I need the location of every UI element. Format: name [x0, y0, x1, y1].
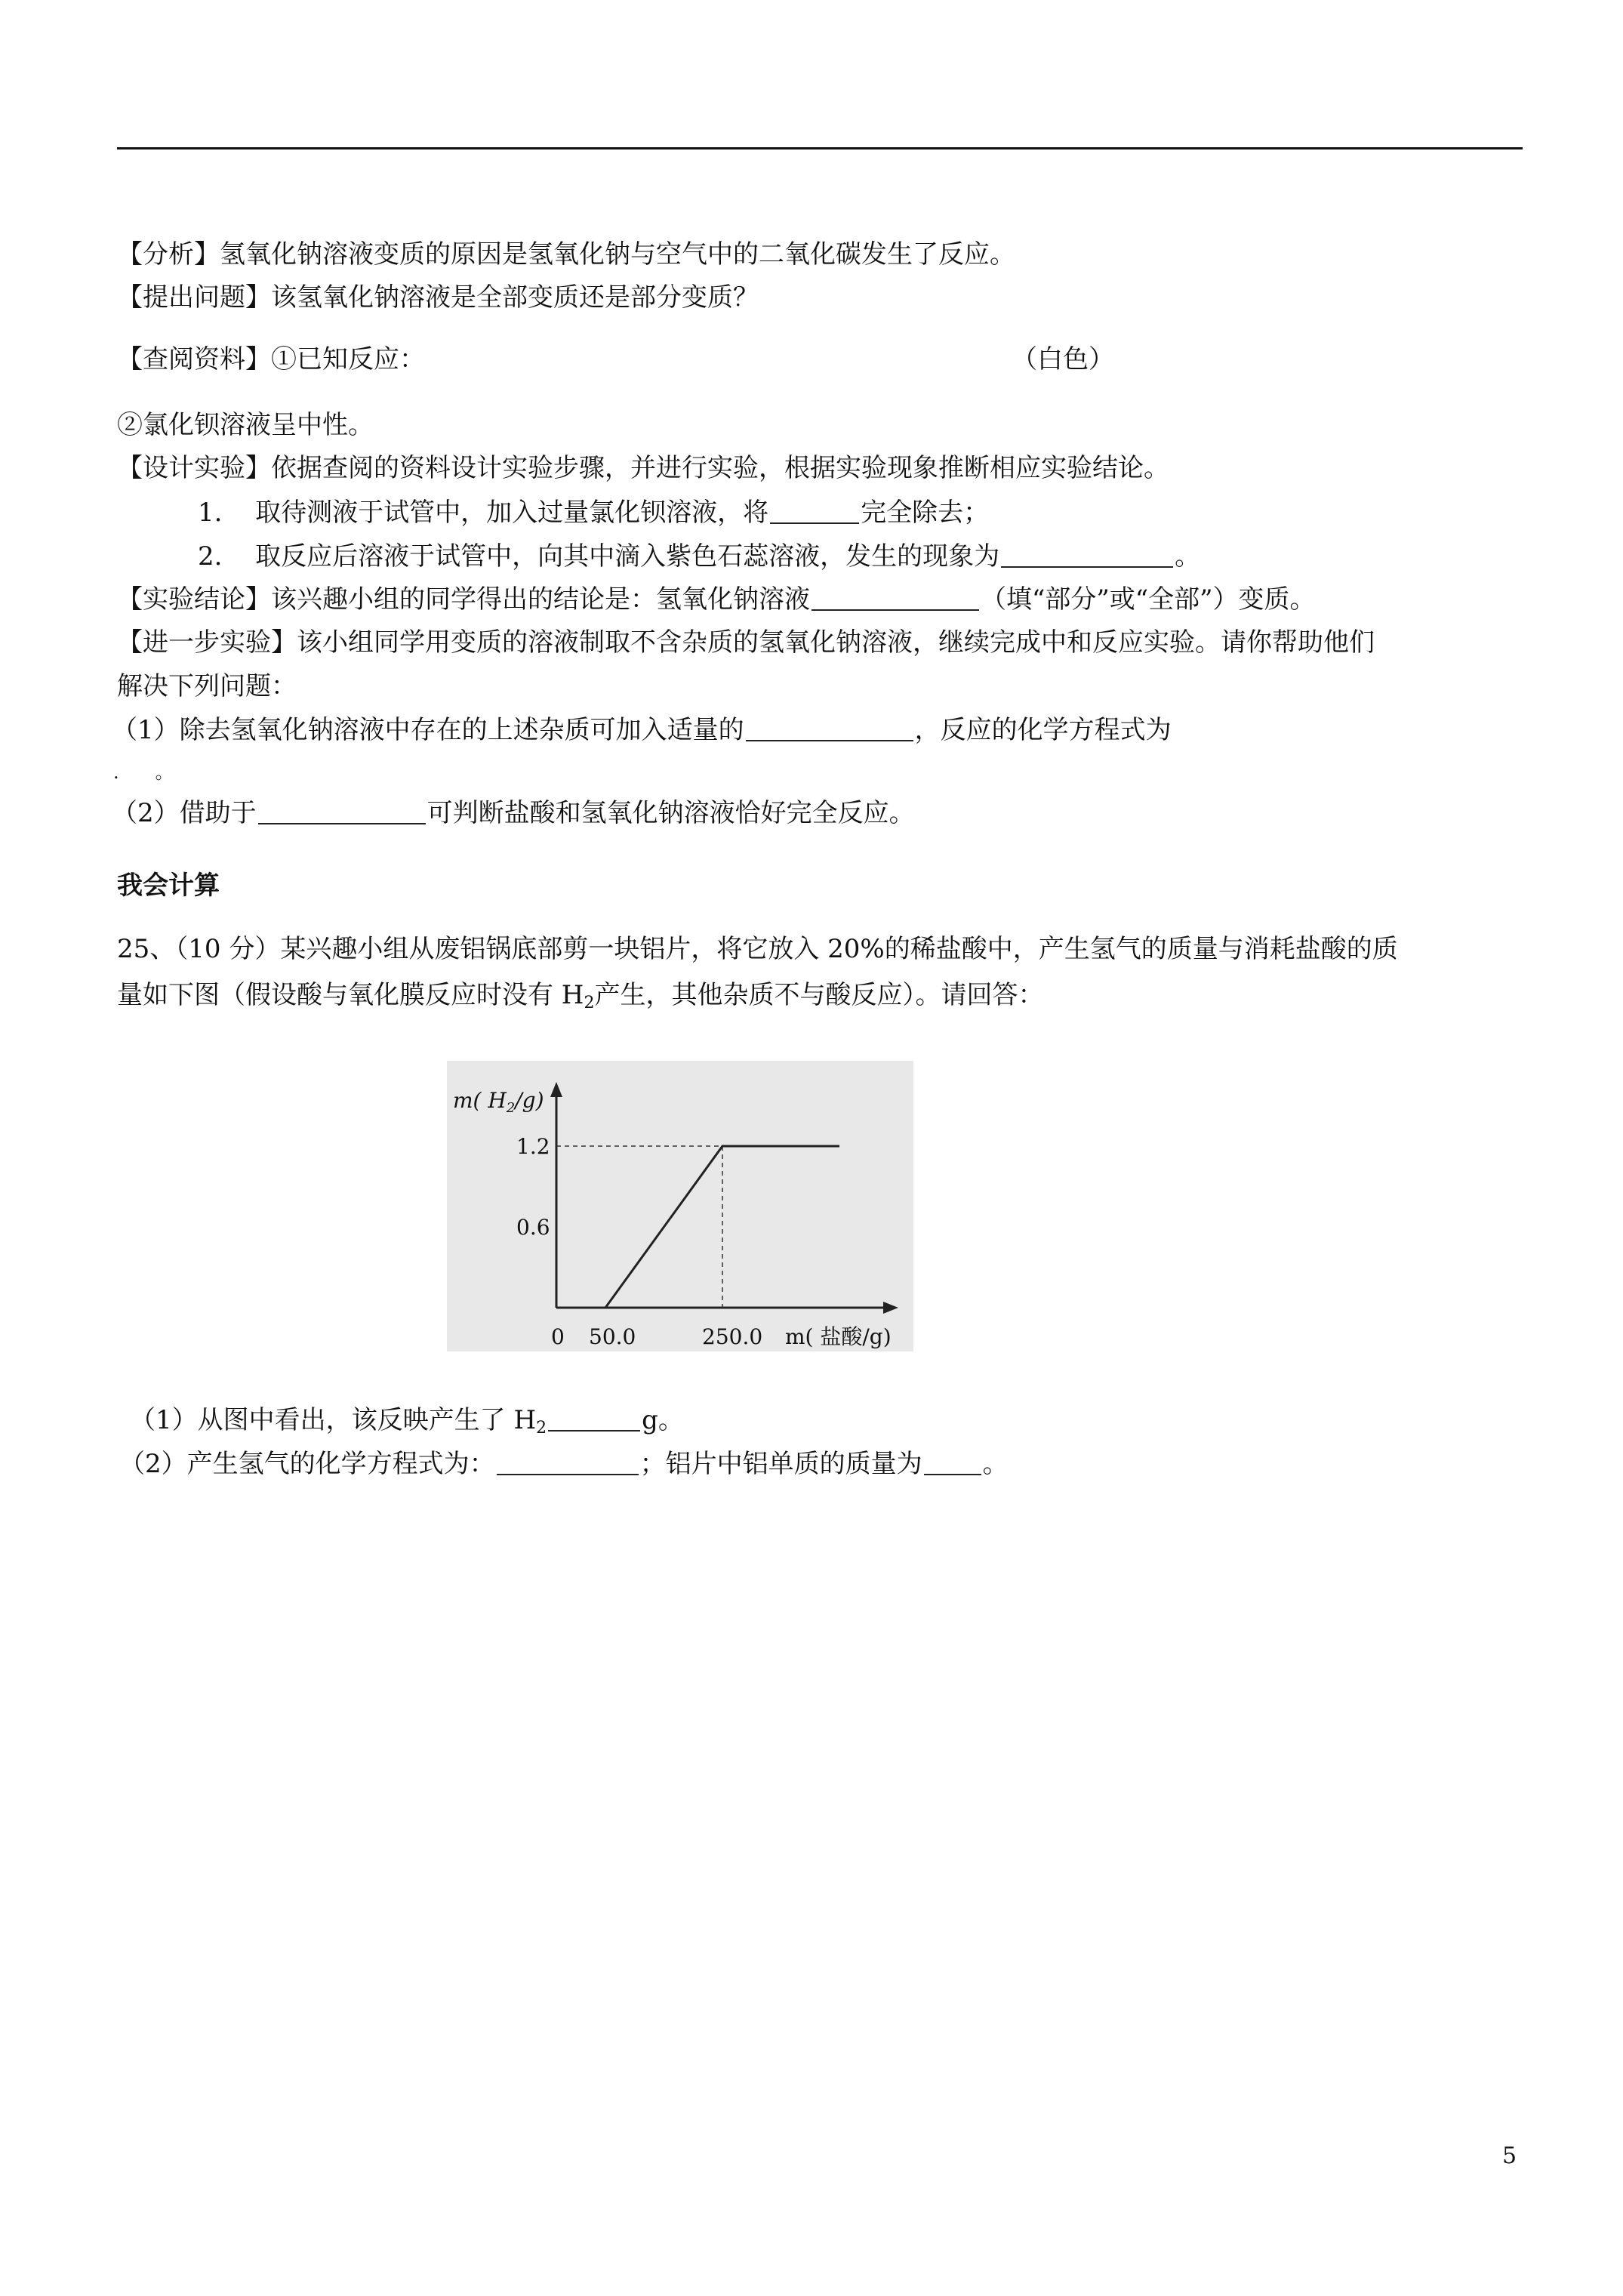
conclusion-answer-blank: [812, 587, 979, 611]
x-axis-label: m( 盐酸/g): [785, 1324, 892, 1349]
info-2-line: ②氯化钡溶液呈中性。: [117, 410, 374, 440]
y-tick-label: 1.2: [516, 1134, 550, 1159]
step-1-answer-blank: [770, 500, 859, 524]
q1-equation-tail: . 。: [113, 762, 174, 783]
q2-text-end: 可判断盐酸和氢氧化钠溶液恰好完全反应。: [427, 798, 915, 828]
info-line: [117, 342, 425, 377]
h2-subscript: 2: [584, 994, 595, 1012]
step-2: [198, 539, 1200, 574]
x-tick-label: 50.0: [589, 1324, 636, 1349]
step-1: [198, 495, 989, 530]
analysis-line: 【分析】氢氧化钠溶液变质的原因是氢氧化钠与空气中的二氧化碳发生了反应。: [117, 239, 1015, 270]
q1-text-end: ，反应的化学方程式为: [914, 715, 1172, 745]
problem-25-line-1: 25、（10 分）某兴趣小组从废铝锅底部剪一块铝片，将它放入 20%的稀盐酸中，产生氢气的质量与消耗盐酸的质: [117, 934, 1398, 964]
info-white-label: （白色）: [1012, 344, 1114, 374]
q2-line: [112, 796, 915, 831]
answer-2-mass-blank: [924, 1451, 981, 1475]
problem-25-text-end: 产生，其他杂质不与酸反应）。请回答：: [594, 980, 1044, 1010]
x-tick-label: 250.0: [702, 1324, 763, 1349]
answer-1-blank: [548, 1407, 640, 1432]
answer-1-text-end: g。: [642, 1405, 684, 1435]
q1-line: [112, 713, 1172, 747]
q2-text: （2）借助于: [112, 798, 257, 828]
answer-1-subscript: 2: [536, 1419, 547, 1438]
step-1-number: 1.: [198, 498, 223, 528]
further-line: 【进一步实验】该小组同学用变质的溶液制取不含杂质的氢氧化钠溶液，继续完成中和反应实验。请你帮助他们: [117, 627, 1375, 658]
step-2-number: 2.: [198, 541, 223, 572]
problem-25-text: 量如下图（假设酸与氧化膜反应时没有 H: [117, 980, 584, 1010]
conclusion-text: 【实验结论】该兴趣小组的同学得出的结论是：氢氧化钠溶液: [117, 584, 810, 615]
step-2-text: 取反应后溶液于试管中，向其中滴入紫色石蕊溶液，发生的现象为: [255, 541, 1000, 572]
problem-25-line-2: [117, 978, 1043, 1021]
answer-1-line: [130, 1403, 684, 1446]
page-number: 5: [1502, 2143, 1517, 2169]
answer-2-line: [119, 1447, 1009, 1481]
x-tick-label: 0: [551, 1324, 565, 1349]
section-title: 我会计算: [117, 871, 220, 901]
q1-answer-blank: [746, 717, 913, 741]
answer-2-equation-blank: [497, 1451, 639, 1475]
answer-2-text-end: 。: [982, 1449, 1009, 1479]
hydrogen-mass-chart: [447, 1061, 913, 1351]
step-1-text: 取待测液于试管中，加入过量氯化钡溶液，将: [255, 498, 769, 528]
question-line: 【提出问题】该氢氧化钠溶液是全部变质还是部分变质？: [117, 282, 759, 313]
conclusion-line: [117, 582, 1316, 617]
y-axis-label: m( $H_2/g$): [453, 1088, 544, 1116]
step-1-text-end: 完全除去；: [861, 498, 990, 528]
q1-text: （1）除去氢氧化钠溶液中存在的上述杂质可加入适量的: [112, 715, 744, 745]
answer-2-text-mid: ；铝片中铝单质的质量为: [639, 1449, 922, 1479]
answer-1-text: （1）从图中看出，该反映产生了 H: [130, 1405, 537, 1435]
q2-answer-blank: [258, 800, 426, 824]
y-tick-label: 0.6: [516, 1215, 550, 1240]
info-lead: 【查阅资料】①已知反应：: [117, 344, 425, 374]
further-line-2: 解决下列问题：: [117, 671, 297, 701]
step-2-text-end: 。: [1175, 541, 1201, 572]
conclusion-text-end: （填“部分”或“全部”）变质。: [981, 584, 1316, 615]
step-2-answer-blank: [1001, 544, 1173, 568]
header-rule: [117, 147, 1523, 149]
chart-svg: [447, 1061, 913, 1351]
answer-2-text: （2）产生氢气的化学方程式为：: [119, 1449, 495, 1479]
design-line: 【设计实验】依据查阅的资料设计实验步骤，并进行实验，根据实验现象推断相应实验结论。: [117, 453, 1169, 483]
